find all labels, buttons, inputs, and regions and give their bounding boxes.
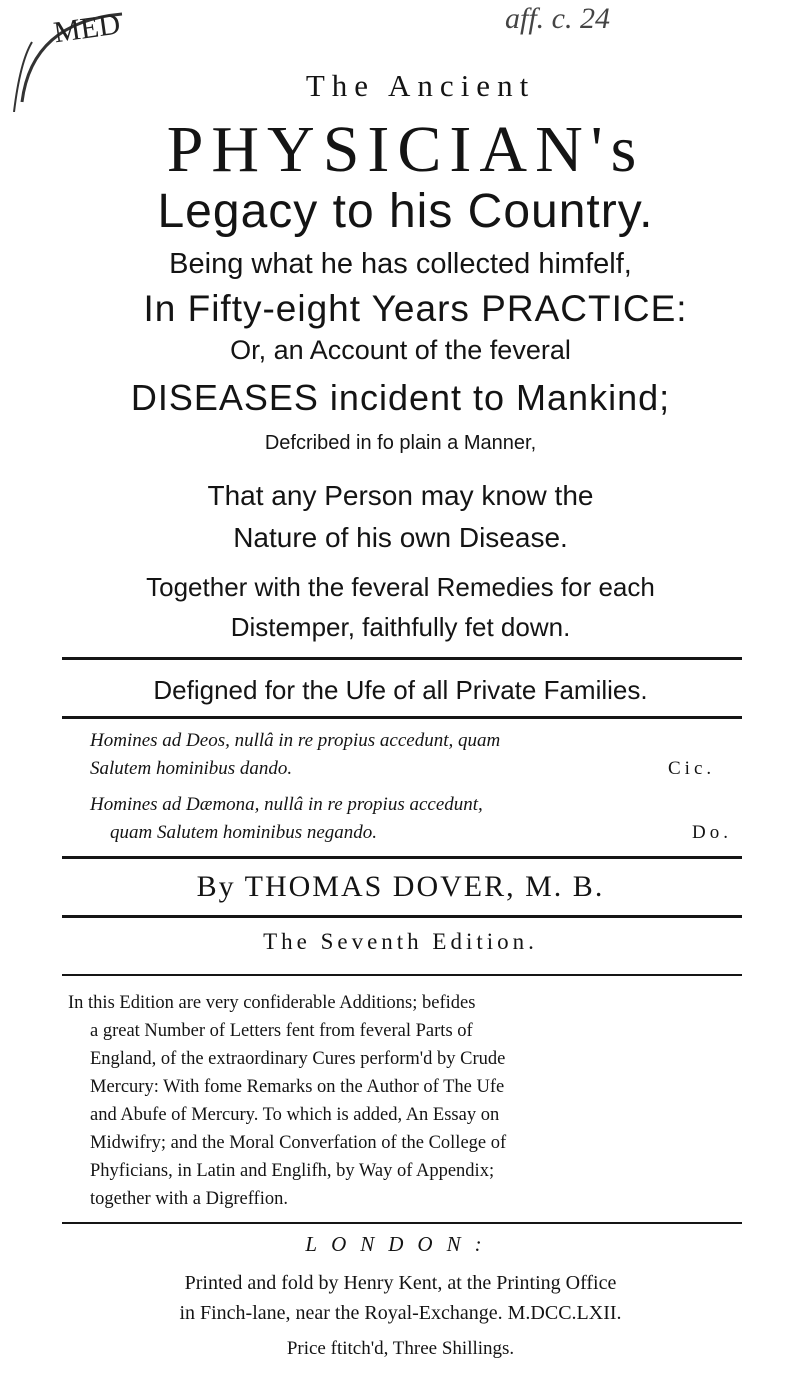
motto-1-line-1: Homines ad Deos, nullâ in re propius accedunt, quam xyxy=(90,730,501,751)
title-line-1: The Ancient xyxy=(305,68,536,103)
additions-line-3: England, of the extraordinary Cures perform'd by Crude xyxy=(90,1049,506,1069)
motto-1-line-2: Salutem hominibus dando. xyxy=(90,758,293,779)
double-rule xyxy=(62,915,742,918)
price-line: Price ftitch'd, Three Shillings. xyxy=(286,1338,515,1359)
additions-line-4: Mercury: With fome Remarks on the Author of The Ufe xyxy=(90,1077,505,1097)
motto-2-line-2: quam Salutem hominibus negando. xyxy=(110,822,378,843)
title-line-4: Being what he has collected himfelf, xyxy=(169,248,632,280)
motto-2-attribution: Do. xyxy=(692,822,732,843)
imprint-line-1: Printed and fold by Henry Kent, at the Printing Office xyxy=(184,1272,617,1294)
additions-line-1: In this Edition are very confiderable Additions; befides xyxy=(68,993,476,1013)
catalogue-reference: aff. c. 24 xyxy=(505,2,610,35)
double-rule xyxy=(62,657,742,660)
title-line-9: That any Person may know the xyxy=(207,480,594,511)
double-rule xyxy=(62,974,742,976)
additions-line-8: together with a Digreffion. xyxy=(90,1189,288,1209)
title-line-3: Legacy to his Country. xyxy=(157,185,654,238)
imprint-place: LONDON: xyxy=(305,1232,496,1256)
title-line-7: DISEASES incident to Mankind; xyxy=(130,377,671,418)
title-line-2: PHYSICIAN's xyxy=(166,113,645,186)
stamp-text: MED xyxy=(51,7,123,50)
motto-1-attribution: Cic. xyxy=(668,758,716,779)
title-line-8: Defcribed in fo plain a Manner, xyxy=(264,432,537,454)
double-rule xyxy=(62,856,742,859)
double-rule xyxy=(62,716,742,719)
author-line: By THOMAS DOVER, M. B. xyxy=(196,870,605,903)
double-rule xyxy=(62,1222,742,1224)
edition-line: The Seventh Edition. xyxy=(263,929,538,954)
title-line-5: In Fifty-eight Years PRACTICE: xyxy=(143,288,688,329)
title-line-13: Defigned for the Ufe of all Private Families. xyxy=(153,675,648,705)
additions-line-2: a great Number of Letters fent from feveral Parts of xyxy=(90,1021,473,1041)
title-line-6: Or, an Account of the feveral xyxy=(230,335,571,365)
title-line-10: Nature of his own Disease. xyxy=(233,522,568,553)
motto-2-line-1: Homines ad Dæmona, nullâ in re propius accedunt, xyxy=(90,794,483,815)
additions-line-5: and Abufe of Mercury. To which is added, An Essay on xyxy=(90,1105,500,1125)
additions-line-6: Midwifry; and the Moral Converfation of the College of xyxy=(90,1133,507,1153)
title-line-12: Distemper, faithfully fet down. xyxy=(230,612,571,642)
additions-line-7: Phyficians, in Latin and Englifh, by Way of Appendix; xyxy=(90,1161,495,1181)
title-line-11: Together with the feveral Remedies for each xyxy=(146,572,655,602)
imprint-line-2: in Finch-lane, near the Royal-Exchange. M.DCC.LXII. xyxy=(179,1302,622,1324)
